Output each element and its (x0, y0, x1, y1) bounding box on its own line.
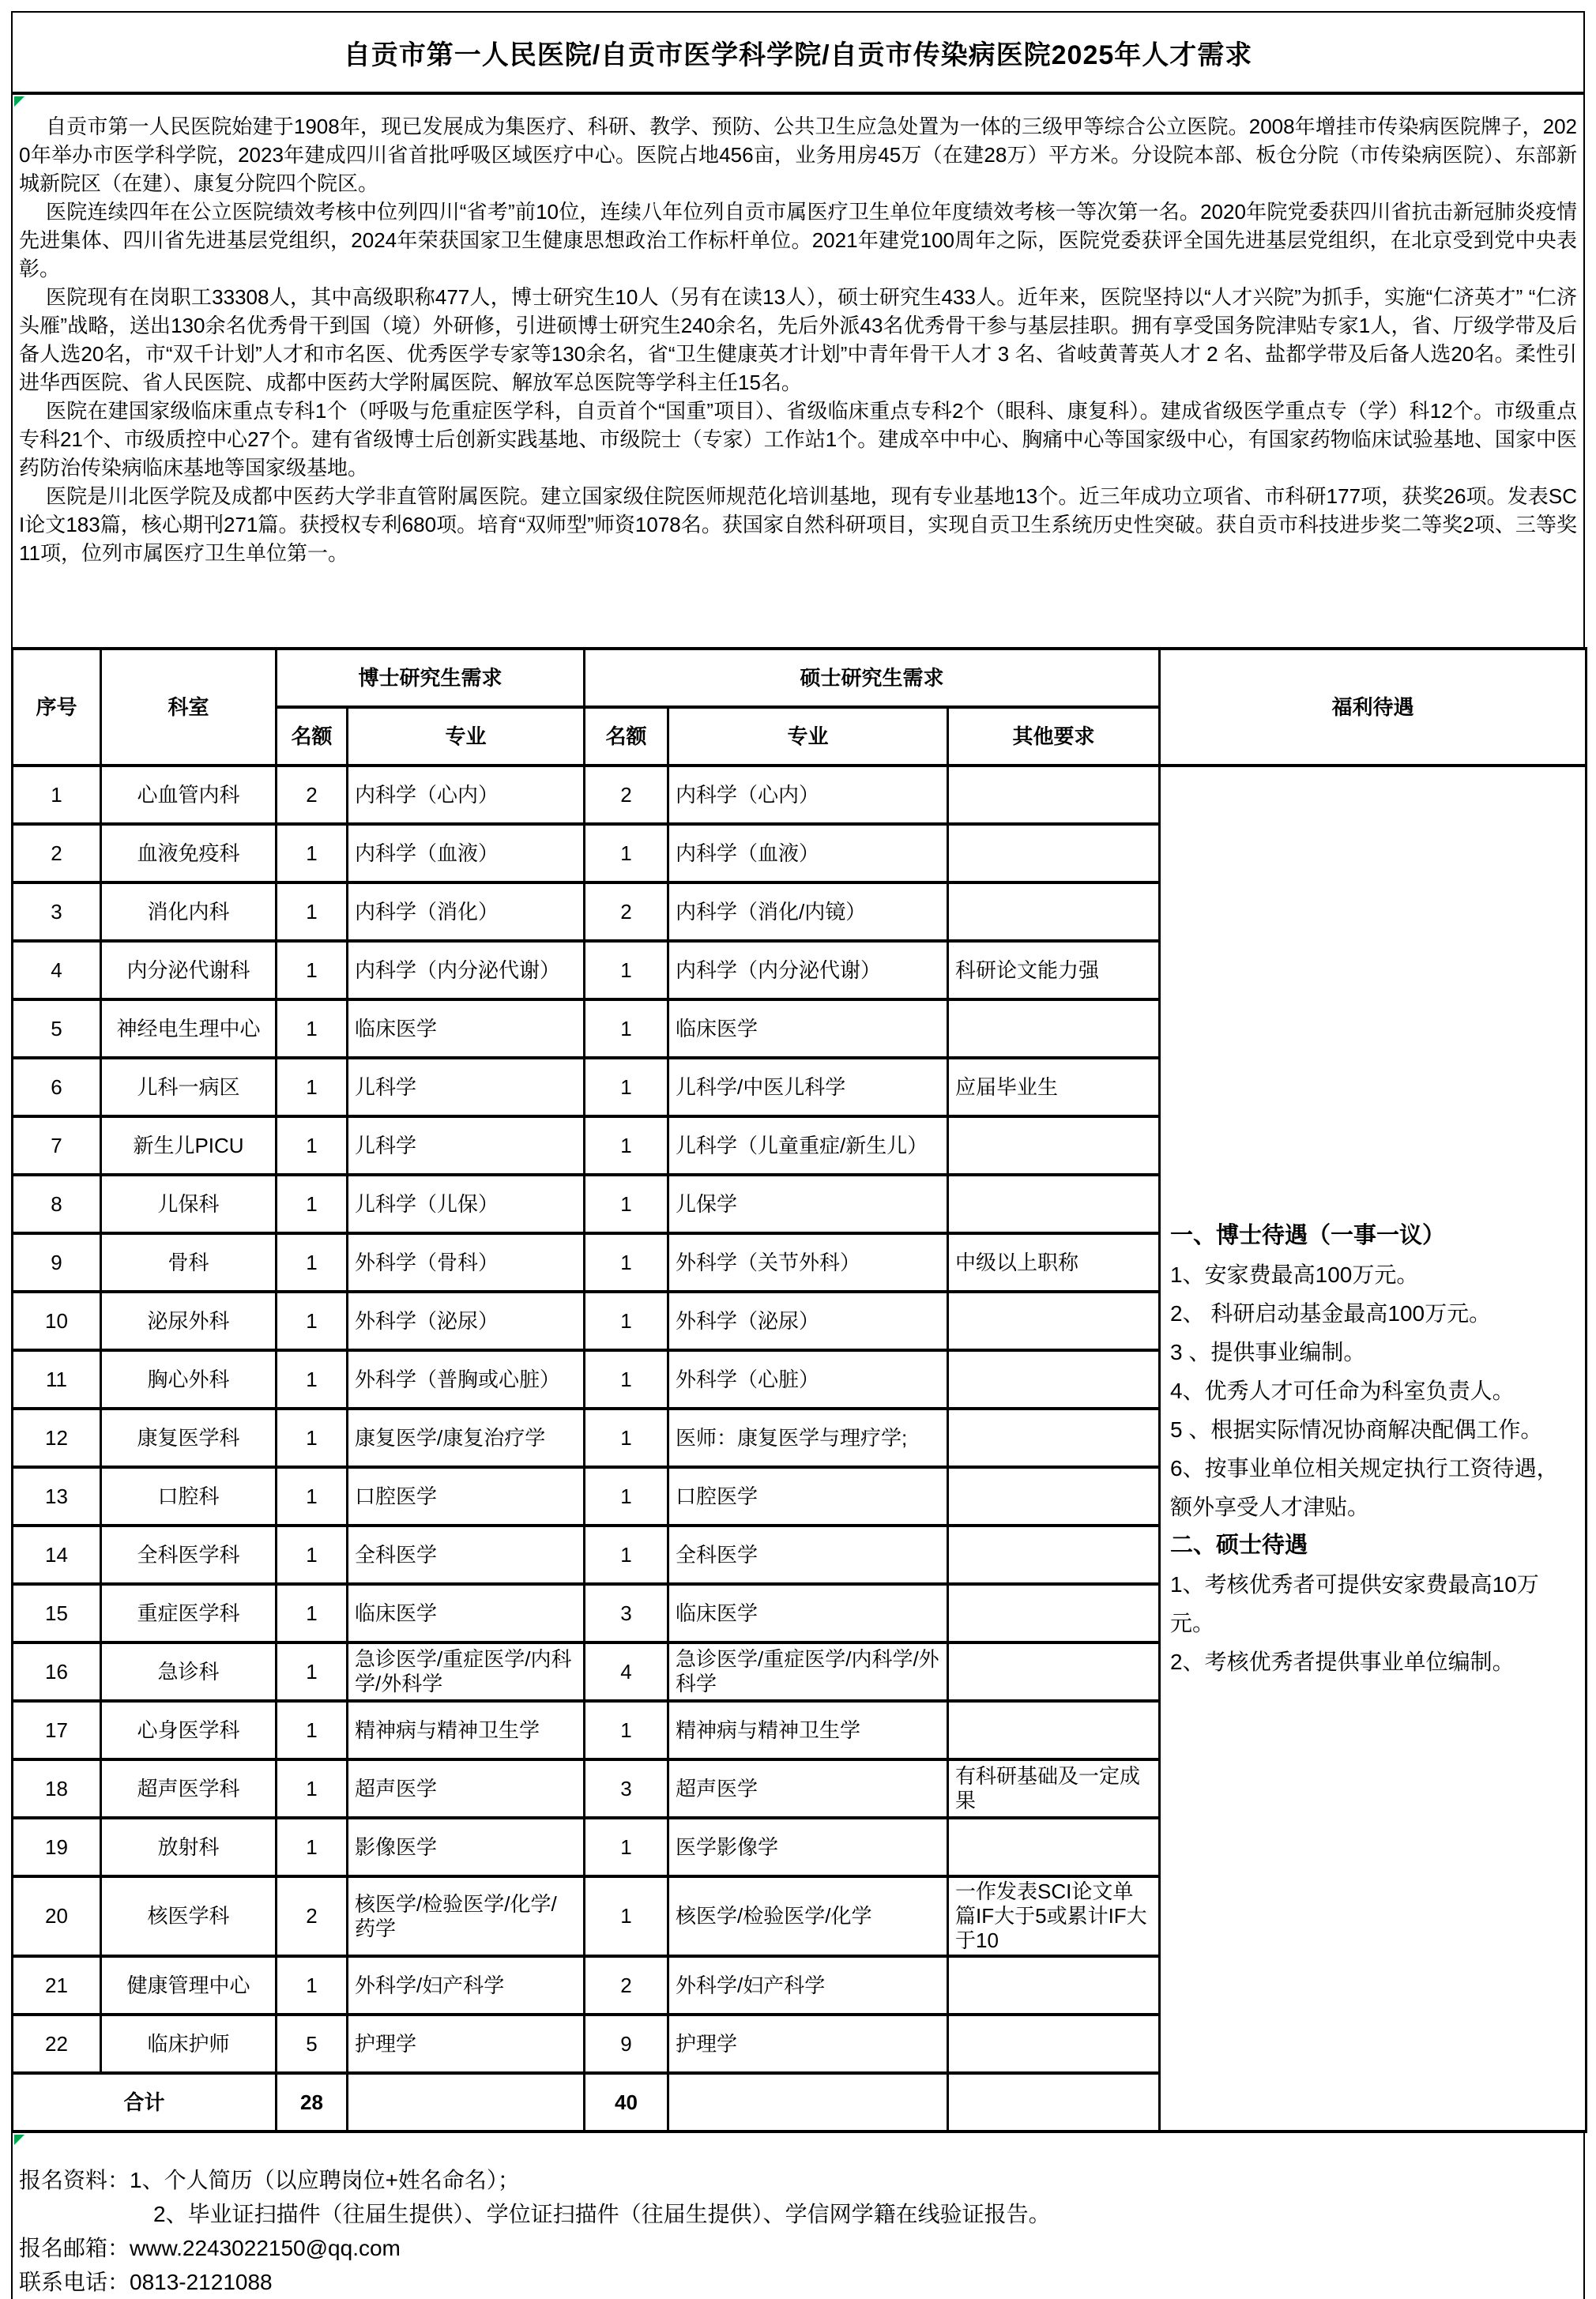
master-major: 外科学（心脏） (668, 1350, 948, 1409)
master-quota: 1 (585, 1818, 668, 1876)
master-major: 护理学 (668, 2015, 948, 2073)
master-other-requirement (948, 1467, 1160, 1526)
phd-quota: 1 (277, 1584, 348, 1642)
row-index: 7 (13, 1116, 101, 1175)
phd-quota: 1 (277, 1233, 348, 1292)
phd-quota: 1 (277, 1467, 348, 1526)
phd-major: 外科学（普胸或心脏） (348, 1350, 585, 1409)
phd-major: 儿科学 (348, 1058, 585, 1116)
master-quota: 3 (585, 1584, 668, 1642)
row-index: 10 (13, 1292, 101, 1350)
col-group-phd-demand: 博士研究生需求 (277, 649, 585, 707)
master-quota: 2 (585, 766, 668, 824)
master-major: 医学影像学 (668, 1818, 948, 1876)
master-major: 核医学/检验医学/化学 (668, 1876, 948, 1956)
benefits-line: 二、硕士待遇 (1170, 1532, 1308, 1558)
master-quota: 1 (585, 1292, 668, 1350)
master-major: 内科学（内分泌代谢） (668, 941, 948, 999)
department-name: 新生儿PICU (101, 1116, 277, 1175)
phd-quota: 1 (277, 1350, 348, 1409)
department-name: 儿保科 (101, 1175, 277, 1233)
master-other-requirement (948, 1175, 1160, 1233)
master-other-requirement (948, 1642, 1160, 1701)
master-quota: 4 (585, 1642, 668, 1701)
master-major: 急诊医学/重症医学/内科学/外科学 (668, 1642, 948, 1701)
col-header-index: 序号 (13, 649, 101, 766)
row-index: 21 (13, 1956, 101, 2015)
phd-major: 临床医学 (348, 1584, 585, 1642)
phd-quota: 1 (277, 1642, 348, 1701)
col-header-benefits: 福利待遇 (1160, 649, 1587, 766)
phd-major: 急诊医学/重症医学/内科学/外科学 (348, 1642, 585, 1701)
totals-label: 合计 (13, 2073, 277, 2132)
department-name: 内分泌代谢科 (101, 941, 277, 999)
master-quota: 1 (585, 1233, 668, 1292)
master-quota: 1 (585, 999, 668, 1058)
row-index: 3 (13, 882, 101, 941)
benefits-line: 5 、根据实际情况协商解决配偶工作。 (1170, 1417, 1543, 1442)
department-name: 儿科一病区 (101, 1058, 277, 1116)
intro-paragraph: 医院在建国家级临床重点专科1个（呼吸与危重症医学科，自贡首个“国重”项目）、省级临床重点专科2个（眼科、康复科）。建成省级医学重点专（学）科12个。市级重点专科21个、市级质控中心27个。建有省级博士后创新实践基地、市级院士（专家）工作站1个。建成卒中中心、胸痛中心等国家级中心，有国家药物临床试验基地、国家中医药防治传染病临床基地等国家级基地。 (19, 399, 1577, 480)
master-other-requirement (948, 1701, 1160, 1759)
phd-major: 护理学 (348, 2015, 585, 2073)
sheet (11, 11, 1585, 2299)
page-title: 自贡市第一人民医院/自贡市医学科学院/自贡市传染病医院2025年人才需求 (343, 40, 1253, 70)
master-major: 临床医学 (668, 1584, 948, 1642)
title-area (11, 11, 1585, 95)
master-quota: 1 (585, 1058, 668, 1116)
talent-requirements-table (11, 647, 1587, 2133)
master-major: 外科学（泌尿） (668, 1292, 948, 1350)
master-major: 医师：康复医学与理疗学; (668, 1409, 948, 1467)
intro-paragraph: 医院是川北医学院及成都中医药大学非直管附属医院。建立国家级住院医师规范化培训基地，现有专业基地13个。近三年成功立项省、市科研177项，获奖26项。发表SCI论文183篇，核心期刊271篇。获授权专利680项。培育“双师型”师资1078名。获国家自然科研项目，实现自贡卫生系统历史性突破。获自贡市科技进步奖二等奖2项、三等奖11项，位列市属医疗卫生单位第一。 (19, 484, 1577, 565)
row-index: 12 (13, 1409, 101, 1467)
row-index: 6 (13, 1058, 101, 1116)
master-quota: 1 (585, 941, 668, 999)
master-other-requirement: 中级以上职称 (948, 1233, 1160, 1292)
master-quota: 1 (585, 1876, 668, 1956)
application-materials-line1: 报名资料：1、个人简历（以应聘岗位+姓名命名）； (19, 2168, 520, 2192)
col-header-department: 科室 (101, 649, 277, 766)
col-header-master-quota: 名额 (585, 707, 668, 766)
totals-other-empty (948, 2073, 1160, 2132)
master-major: 内科学（血液） (668, 824, 948, 882)
master-other-requirement: 一作发表SCI论文单篇IF大于5或累计IF大于10 (948, 1876, 1160, 1956)
benefits-line: 1、考核优秀者可提供安家费最高10万元。 (1170, 1571, 1539, 1635)
intro-paragraph: 医院现有在岗职工33308人，其中高级职称477人，博士研究生10人（另有在读13人），硕士研究生433人。近年来，医院坚持以“人才兴院”为抓手，实施“仁济英才” “仁济头雁”战略，送出130余名优秀骨干到国（境）外研修，引进硕博士研究生240余名，先后外派43名优秀骨干参与基层挂职。拥有享受国务院津贴专家1人，省、厅级学带及后备人选20名，市“双千计划”人才和市名医、优秀医学专家等130余名，省“卫生健康英才计划”中青年骨干人才 3 名、省岐黄菁英人才 2 名、盐都学带及后备人选20名。柔性引进华西医院、省人民医院、成都中医药大学附属医院、解放军总医院等学科主任15名。 (19, 285, 1577, 394)
department-name: 康复医学科 (101, 1409, 277, 1467)
phd-major: 内科学（内分泌代谢） (348, 941, 585, 999)
phd-quota: 1 (277, 824, 348, 882)
master-quota: 1 (585, 1116, 668, 1175)
row-index: 4 (13, 941, 101, 999)
phd-quota: 1 (277, 1292, 348, 1350)
master-major: 精神病与精神卫生学 (668, 1701, 948, 1759)
phd-major: 超声医学 (348, 1759, 585, 1818)
phd-quota: 1 (277, 941, 348, 999)
benefits-line: 1、安家费最高100万元。 (1170, 1262, 1419, 1287)
phd-quota: 2 (277, 766, 348, 824)
master-other-requirement (948, 1956, 1160, 2015)
master-quota: 1 (585, 1350, 668, 1409)
department-name: 临床护师 (101, 2015, 277, 2073)
phd-major: 内科学（血液） (348, 824, 585, 882)
phd-major: 核医学/检验医学/化学/药学 (348, 1876, 585, 1956)
master-major: 全科医学 (668, 1526, 948, 1584)
master-quota: 2 (585, 1956, 668, 2015)
department-name: 超声医学科 (101, 1759, 277, 1818)
department-name: 心血管内科 (101, 766, 277, 824)
master-major: 超声医学 (668, 1759, 948, 1818)
intro-paragraph: 自贡市第一人民医院始建于1908年，现已发展成为集医疗、科研、教学、预防、公共卫生应急处置为一体的三级甲等综合公立医院。2008年增挂市传染病医院牌子，2020年举办市医学科学院，2023年建成四川省首批呼吸区域医疗中心。医院占地456亩，业务用房45万（在建28万）平方米。分设院本部、板仓分院（市传染病医院）、东部新城新院区（在建）、康复分院四个院区。 (19, 115, 1577, 195)
col-header-phd-major: 专业 (348, 707, 585, 766)
totals-master-quota: 40 (585, 2073, 668, 2132)
master-other-requirement: 有科研基础及一定成果 (948, 1759, 1160, 1818)
master-other-requirement (948, 999, 1160, 1058)
department-name: 心身医学科 (101, 1701, 277, 1759)
row-index: 13 (13, 1467, 101, 1526)
department-name: 血液免疫科 (101, 824, 277, 882)
phd-major: 临床医学 (348, 999, 585, 1058)
phd-quota: 2 (277, 1876, 348, 1956)
master-other-requirement (948, 1818, 1160, 1876)
phd-quota: 1 (277, 1526, 348, 1584)
totals-master-major-empty (668, 2073, 948, 2132)
row-index: 8 (13, 1175, 101, 1233)
master-quota: 3 (585, 1759, 668, 1818)
contact-phone-line: 联系电话：0813-2121088 (19, 2270, 273, 2294)
benefits-line: 4、优秀人才可任命为科室负责人。 (1170, 1378, 1515, 1403)
master-major: 内科学（心内） (668, 766, 948, 824)
row-index: 1 (13, 766, 101, 824)
col-header-phd-quota: 名额 (277, 707, 348, 766)
phd-major: 外科学（泌尿） (348, 1292, 585, 1350)
phd-major: 外科学/妇产科学 (348, 1956, 585, 2015)
row-index: 11 (13, 1350, 101, 1409)
master-major: 外科学/妇产科学 (668, 1956, 948, 2015)
phd-quota: 1 (277, 1409, 348, 1467)
department-name: 口腔科 (101, 1467, 277, 1526)
department-name: 放射科 (101, 1818, 277, 1876)
phd-major: 外科学（骨科） (348, 1233, 585, 1292)
phd-quota: 1 (277, 1759, 348, 1818)
phd-major: 影像医学 (348, 1818, 585, 1876)
master-major: 儿科学/中医儿科学 (668, 1058, 948, 1116)
benefits-line: 6、按事业单位相关规定执行工资待遇，额外享受人才津贴。 (1170, 1455, 1559, 1519)
master-other-requirement (948, 766, 1160, 824)
col-header-master-major: 专业 (668, 707, 948, 766)
row-index: 15 (13, 1584, 101, 1642)
row-index: 2 (13, 824, 101, 882)
benefits-line: 2、考核优秀者提供事业单位编制。 (1170, 1649, 1515, 1674)
master-quota: 9 (585, 2015, 668, 2073)
master-major: 儿保学 (668, 1175, 948, 1233)
row-index: 17 (13, 1701, 101, 1759)
table-header (13, 649, 1587, 766)
application-email-line: 报名邮箱：www.2243022150@qq.com (19, 2236, 401, 2260)
row-index: 19 (13, 1818, 101, 1876)
cell-marker-triangle (14, 96, 24, 107)
row-index: 16 (13, 1642, 101, 1701)
phd-major: 全科医学 (348, 1526, 585, 1584)
phd-quota: 1 (277, 1175, 348, 1233)
row-index: 9 (13, 1233, 101, 1292)
department-name: 神经电生理中心 (101, 999, 277, 1058)
cell-marker-triangle (14, 2135, 24, 2145)
row-index: 22 (13, 2015, 101, 2073)
phd-quota: 1 (277, 1116, 348, 1175)
intro-paragraph: 医院连续四年在公立医院绩效考核中位列四川“省考”前10位，连续八年位列自贡市属医疗卫生单位年度绩效考核一等次第一名。2020年院党委获四川省抗击新冠肺炎疫情先进集体、四川省先进基层党组织，2024年荣获国家卫生健康思想政治工作标杆单位。2021年建党100周年之际，医院党委获评全国先进基层党组织，在北京受到党中央表彰。 (19, 200, 1577, 280)
phd-major: 康复医学/康复治疗学 (348, 1409, 585, 1467)
master-major: 临床医学 (668, 999, 948, 1058)
master-other-requirement (948, 1116, 1160, 1175)
department-name: 重症医学科 (101, 1584, 277, 1642)
master-other-requirement (948, 1409, 1160, 1467)
phd-major: 内科学（消化） (348, 882, 585, 941)
master-other-requirement (948, 1292, 1160, 1350)
department-name: 骨科 (101, 1233, 277, 1292)
master-quota: 1 (585, 1409, 668, 1467)
master-major: 儿科学（儿童重症/新生儿） (668, 1116, 948, 1175)
master-other-requirement: 应届毕业生 (948, 1058, 1160, 1116)
row-index: 18 (13, 1759, 101, 1818)
phd-quota: 5 (277, 2015, 348, 2073)
master-other-requirement (948, 824, 1160, 882)
col-group-master-demand: 硕士研究生需求 (585, 649, 1160, 707)
benefits-line: 3 、提供事业编制。 (1170, 1339, 1366, 1364)
phd-major: 口腔医学 (348, 1467, 585, 1526)
row-index: 14 (13, 1526, 101, 1584)
totals-phd-quota: 28 (277, 2073, 348, 2132)
master-major: 口腔医学 (668, 1467, 948, 1526)
phd-major: 儿科学（儿保） (348, 1175, 585, 1233)
header-row-groups (13, 649, 1587, 707)
benefits-cell (1160, 766, 1587, 2132)
benefits-line: 2、 科研启动基金最高100万元。 (1170, 1300, 1492, 1326)
phd-major: 儿科学 (348, 1116, 585, 1175)
phd-quota: 1 (277, 1058, 348, 1116)
application-info-section (11, 2133, 1585, 2299)
department-name: 消化内科 (101, 882, 277, 941)
phd-quota: 1 (277, 1818, 348, 1876)
department-name: 胸心外科 (101, 1350, 277, 1409)
table-row (13, 766, 1587, 824)
department-name: 泌尿外科 (101, 1292, 277, 1350)
master-other-requirement (948, 1350, 1160, 1409)
department-name: 核医学科 (101, 1876, 277, 1956)
master-quota: 1 (585, 1467, 668, 1526)
department-name: 健康管理中心 (101, 1956, 277, 2015)
col-header-master-other: 其他要求 (948, 707, 1160, 766)
hospital-introduction (11, 95, 1585, 647)
row-index: 5 (13, 999, 101, 1058)
application-materials-line2: 2、毕业证扫描件（往届生提供）、学位证扫描件（往届生提供）、学信网学籍在线验证报告。 (153, 2202, 1051, 2226)
master-other-requirement (948, 2015, 1160, 2073)
department-name: 急诊科 (101, 1642, 277, 1701)
master-quota: 1 (585, 1175, 668, 1233)
master-quota: 1 (585, 824, 668, 882)
master-major: 内科学（消化/内镜） (668, 882, 948, 941)
phd-major: 内科学（心内） (348, 766, 585, 824)
benefits-line: 一、博士待遇（一事一议） (1170, 1222, 1446, 1248)
master-quota: 1 (585, 1526, 668, 1584)
master-quota: 1 (585, 1701, 668, 1759)
phd-quota: 1 (277, 882, 348, 941)
master-other-requirement: 科研论文能力强 (948, 941, 1160, 999)
master-other-requirement (948, 882, 1160, 941)
master-other-requirement (948, 1584, 1160, 1642)
master-major: 外科学（关节外科） (668, 1233, 948, 1292)
totals-phd-major-empty (348, 2073, 585, 2132)
phd-quota: 1 (277, 999, 348, 1058)
row-index: 20 (13, 1876, 101, 1956)
department-name: 全科医学科 (101, 1526, 277, 1584)
phd-major: 精神病与精神卫生学 (348, 1701, 585, 1759)
phd-quota: 1 (277, 1956, 348, 2015)
phd-quota: 1 (277, 1701, 348, 1759)
master-quota: 2 (585, 882, 668, 941)
master-other-requirement (948, 1526, 1160, 1584)
requirements-tbody (13, 766, 1587, 2132)
